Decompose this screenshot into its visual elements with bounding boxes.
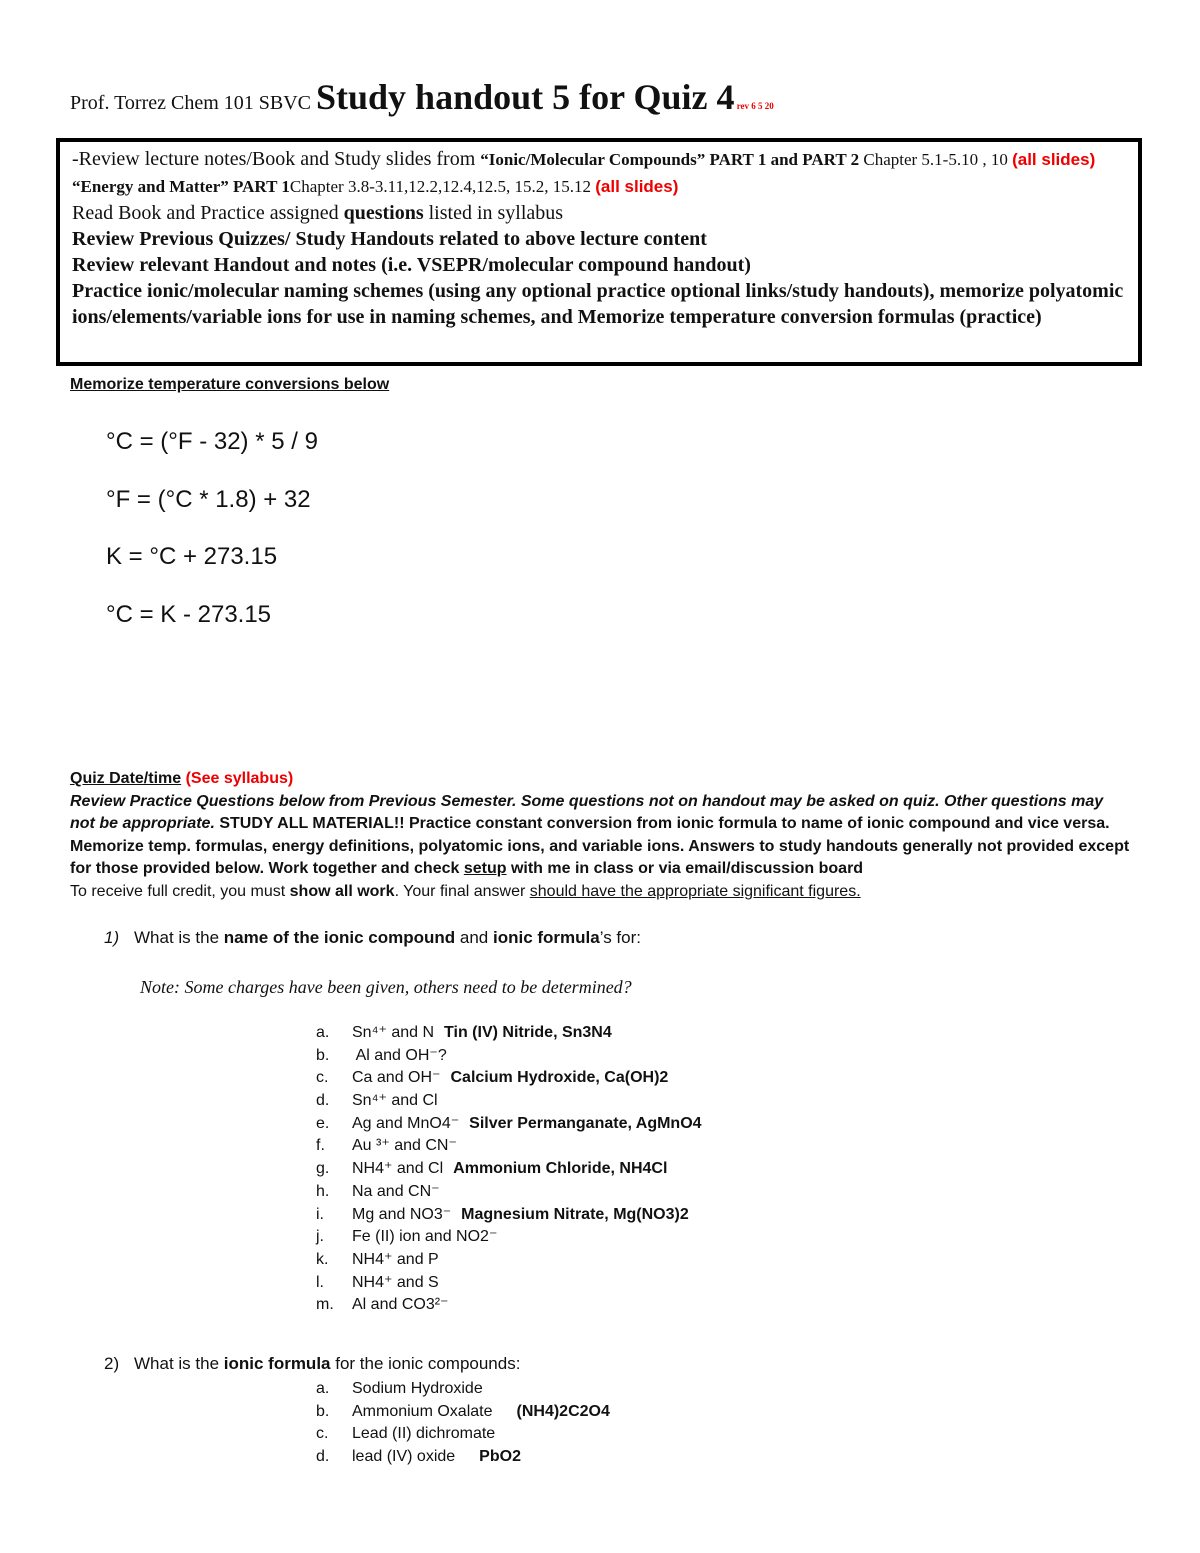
all-slides-label: (all slides) <box>595 177 679 196</box>
question-1-note: Note: Some charges have been given, others need to be determined? <box>140 977 632 997</box>
revision-note: rev 6 5 20 <box>734 101 774 111</box>
memorize-heading: Memorize temperature conversions below <box>70 376 390 393</box>
review-box <box>56 138 1142 366</box>
list-item: d. lead (IV) oxide PbO2 <box>316 1448 521 1466</box>
formula-k-from-c: K = °C + 273.15 <box>106 543 278 570</box>
list-item: c. Lead (II) dichromate <box>316 1425 496 1443</box>
formula-c-from-k: °C = K - 273.15 <box>106 601 272 628</box>
page-title: Study handout 5 for Quiz 4 <box>316 77 735 117</box>
list-item: d. Sn⁴⁺ and Cl <box>316 1092 438 1110</box>
quiz-date: Quiz Date/time (See syllabus) <box>70 770 294 787</box>
quiz-review-text: Review Practice Questions below from Previous Semester. Some questions not on handout may be asked on quiz. Other questions may not be appropriate. STUDY ALL MATERIAL!! Practice constant conversion from ionic formula to name of ionic compound and vice versa. Memorize temp. formulas, energy definitions, polyatomic ions, and variable ions. Answers to study handouts generally not provided except for those provided below. Work together and check setup with me in class or via email/discussion board <box>70 792 1130 877</box>
list-item: m. Al and CO3²⁻ <box>316 1296 449 1314</box>
page-header <box>70 76 774 118</box>
question-2-list <box>316 1378 610 1469</box>
quiz-instructions <box>70 768 1130 903</box>
list-item: j. Fe (II) ion and NO2⁻ <box>316 1228 498 1246</box>
list-item: c. Ca and OH⁻ Calcium Hydroxide, Ca(OH)2 <box>316 1069 669 1087</box>
all-slides-label: (all slides) <box>1012 150 1096 169</box>
question-1: 1) What is the name of the ionic compound and ionic formula’s for: <box>104 928 641 947</box>
question-2: 2) What is the ionic formula for the ionic compounds: <box>104 1354 521 1373</box>
list-item: l. NH4⁺ and S <box>316 1273 439 1291</box>
box-line-quizzes: Review Previous Quizzes/ Study Handouts related to above lecture content <box>72 228 707 250</box>
course-info: Prof. Torrez Chem 101 SBVC <box>70 92 316 114</box>
box-line-1: -Review lecture notes/Book and Study slides from “Ionic/Molecular Compounds” PART 1 and PART 2 Chapter 5.1-5.10 , 10 (all slides) “Energy and Matter” PART 1Chapter 3.8-3.11,12.2,12.4,12.5, 15.2, 15.12 (all slides) <box>72 148 1096 196</box>
list-item: f. Au ³⁺ and CN⁻ <box>316 1137 457 1155</box>
list-item: k. NH4⁺ and P <box>316 1250 439 1268</box>
formula-c-from-f: °C = (°F - 32) * 5 / 9 <box>106 428 318 455</box>
list-item: b. Ammonium Oxalate (NH4)2C2O4 <box>316 1402 610 1420</box>
box-line-practice: Practice ionic/molecular naming schemes (using any optional practice optional links/study handouts), memorize polyatomic ions/elements/variable ions for use in naming schemes, and Memorize temperature conversion formulas (practice) <box>72 280 1124 328</box>
list-item: e. Ag and MnO4⁻ Silver Permanganate, AgMnO4 <box>316 1114 702 1132</box>
question-1-list <box>316 1022 702 1317</box>
box-line-handout: Review relevant Handout and notes (i.e. VSEPR/molecular compound handout) <box>72 254 751 276</box>
formula-f-from-c: °F = (°C * 1.8) + 32 <box>106 486 311 513</box>
list-item: i. Mg and NO3⁻ Magnesium Nitrate, Mg(NO3)2 <box>316 1205 689 1223</box>
list-item: a. Sn⁴⁺ and N Tin (IV) Nitride, Sn3N4 <box>316 1024 612 1041</box>
list-item: b. Al and OH⁻? <box>316 1046 447 1064</box>
list-item: h. Na and CN⁻ <box>316 1182 440 1200</box>
box-line-read: Read Book and Practice assigned questions listed in syllabus <box>72 202 564 224</box>
credit-note: To receive full credit, you must show all work. Your final answer should have the appropriate significant figures. <box>70 882 861 900</box>
list-item: g. NH4⁺ and Cl Ammonium Chloride, NH4Cl <box>316 1160 668 1178</box>
list-item: a. Sodium Hydroxide <box>316 1380 483 1397</box>
